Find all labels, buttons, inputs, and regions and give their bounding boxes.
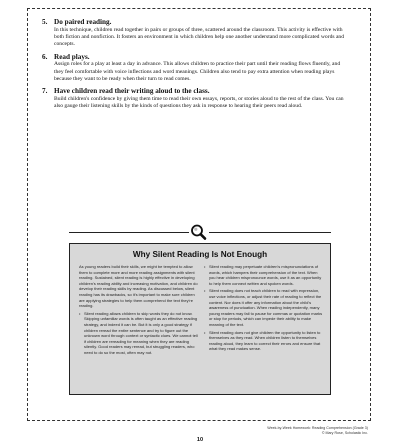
sidebar-bullet	[204, 288, 323, 327]
tip-item	[42, 87, 348, 110]
tip-heading	[42, 87, 348, 96]
tip-title: Have children read their writing aloud to the class.	[54, 87, 210, 96]
tip-heading	[42, 53, 348, 62]
tips-list	[42, 18, 348, 115]
magnifying-glass-icon	[189, 223, 209, 241]
bullet-icon: •	[204, 264, 206, 269]
sidebar-bullet	[204, 264, 323, 286]
tip-heading	[42, 18, 348, 27]
tip-title: Read plays.	[54, 52, 90, 61]
tip-item	[42, 53, 348, 83]
footer-credit	[178, 426, 368, 435]
bullet-text: Silent reading does not give children the opportunity to listen to themselves as they read. When children listen to themselves reading aloud, they learn to correct their errors and ensure that what they read makes sense.	[209, 329, 321, 352]
tip-number: 6.	[42, 52, 48, 61]
sidebar-intro: As young readers build their skills, we might be tempted to allow them to complete more and more reading assignments with silent reading. Sustained, silent reading is highly effective in developing children's reading ability and increasing motivation, and children do develop their reading skills by reading. As discussed below, silent reading has its drawbacks, so it's important to make sure children are applying strategies to help them comprehend the text they're reading.	[79, 264, 198, 309]
bullet-icon: •	[204, 288, 206, 294]
sidebar-box	[69, 243, 331, 395]
bullet-icon: •	[79, 310, 81, 316]
sidebar-column-right	[204, 264, 323, 354]
tip-body: In this technique, children read together in pairs or groups of three, scattered around the classroom. This activity is effective with both fiction and nonfiction. It fosters an environment in which children help one another understand more complicated words and concepts.	[54, 26, 345, 47]
page-number: 10	[196, 437, 204, 443]
tip-number: 5.	[42, 18, 48, 26]
footer-credit-line: © Mary Rose, Scholastic Inc.	[321, 430, 368, 435]
sidebar-title: Why Silent Reading Is Not Enough	[132, 250, 268, 259]
bullet-icon: •	[204, 329, 206, 335]
bullet-text: Silent reading may perpetuate children's mispronunciations of words, which hampers their comprehension of the text. When you hear children mispronounce words, use it as an opportunity to help them connect written and spoken words.	[209, 264, 322, 286]
sidebar-bullet	[79, 311, 198, 356]
tip-number: 7.	[42, 87, 48, 96]
sidebar-column-left	[79, 264, 198, 358]
bullet-text: Silent reading does not teach children to read with expression, use voice inflections, or adjust their rate of reading to reflect the content. Nor does it offer any information about the child's awareness of punctuation. When reading independently, many young readers may fail to pause for commas or quotation marks or stop for periods, which can impede their ability to make meaning of the text.	[209, 288, 323, 327]
sidebar-bullet	[204, 330, 323, 352]
tip-item	[42, 18, 348, 48]
tip-title: Do paired reading.	[54, 18, 112, 26]
bullet-text: Silent reading allows children to skip words they do not know. Skipping unfamiliar words is often taught as an effective reading strategy, and indeed it can be. But it is only a good strategy if children reread the entire sentence and try to figure out the unknown word through context or syntactic clues. We cannot tell if children are rereading for meaning when they are reading silently. Good readers may reread, but struggling readers, who need to do so the most, often may not.	[84, 310, 198, 355]
footer-credit-line: Week-by-Week Homework: Reading Comprehension (Grade 3)	[267, 426, 368, 430]
tip-body: Assign roles for a play at least a day in advance. This allows children to practice their part until their reading flows fluently, and they feel comfortable with voice inflections and word meanings. Children also tend to pay extra attention when reading plays because they want to be ready when their turn to read comes.	[54, 61, 341, 82]
tip-body: Build children's confidence by giving them time to read their own essays, reports, or stories aloud to the rest of the class. You can also gauge their listening skills by the kinds of questions they ask in response to hearing their peers read aloud.	[54, 96, 344, 110]
